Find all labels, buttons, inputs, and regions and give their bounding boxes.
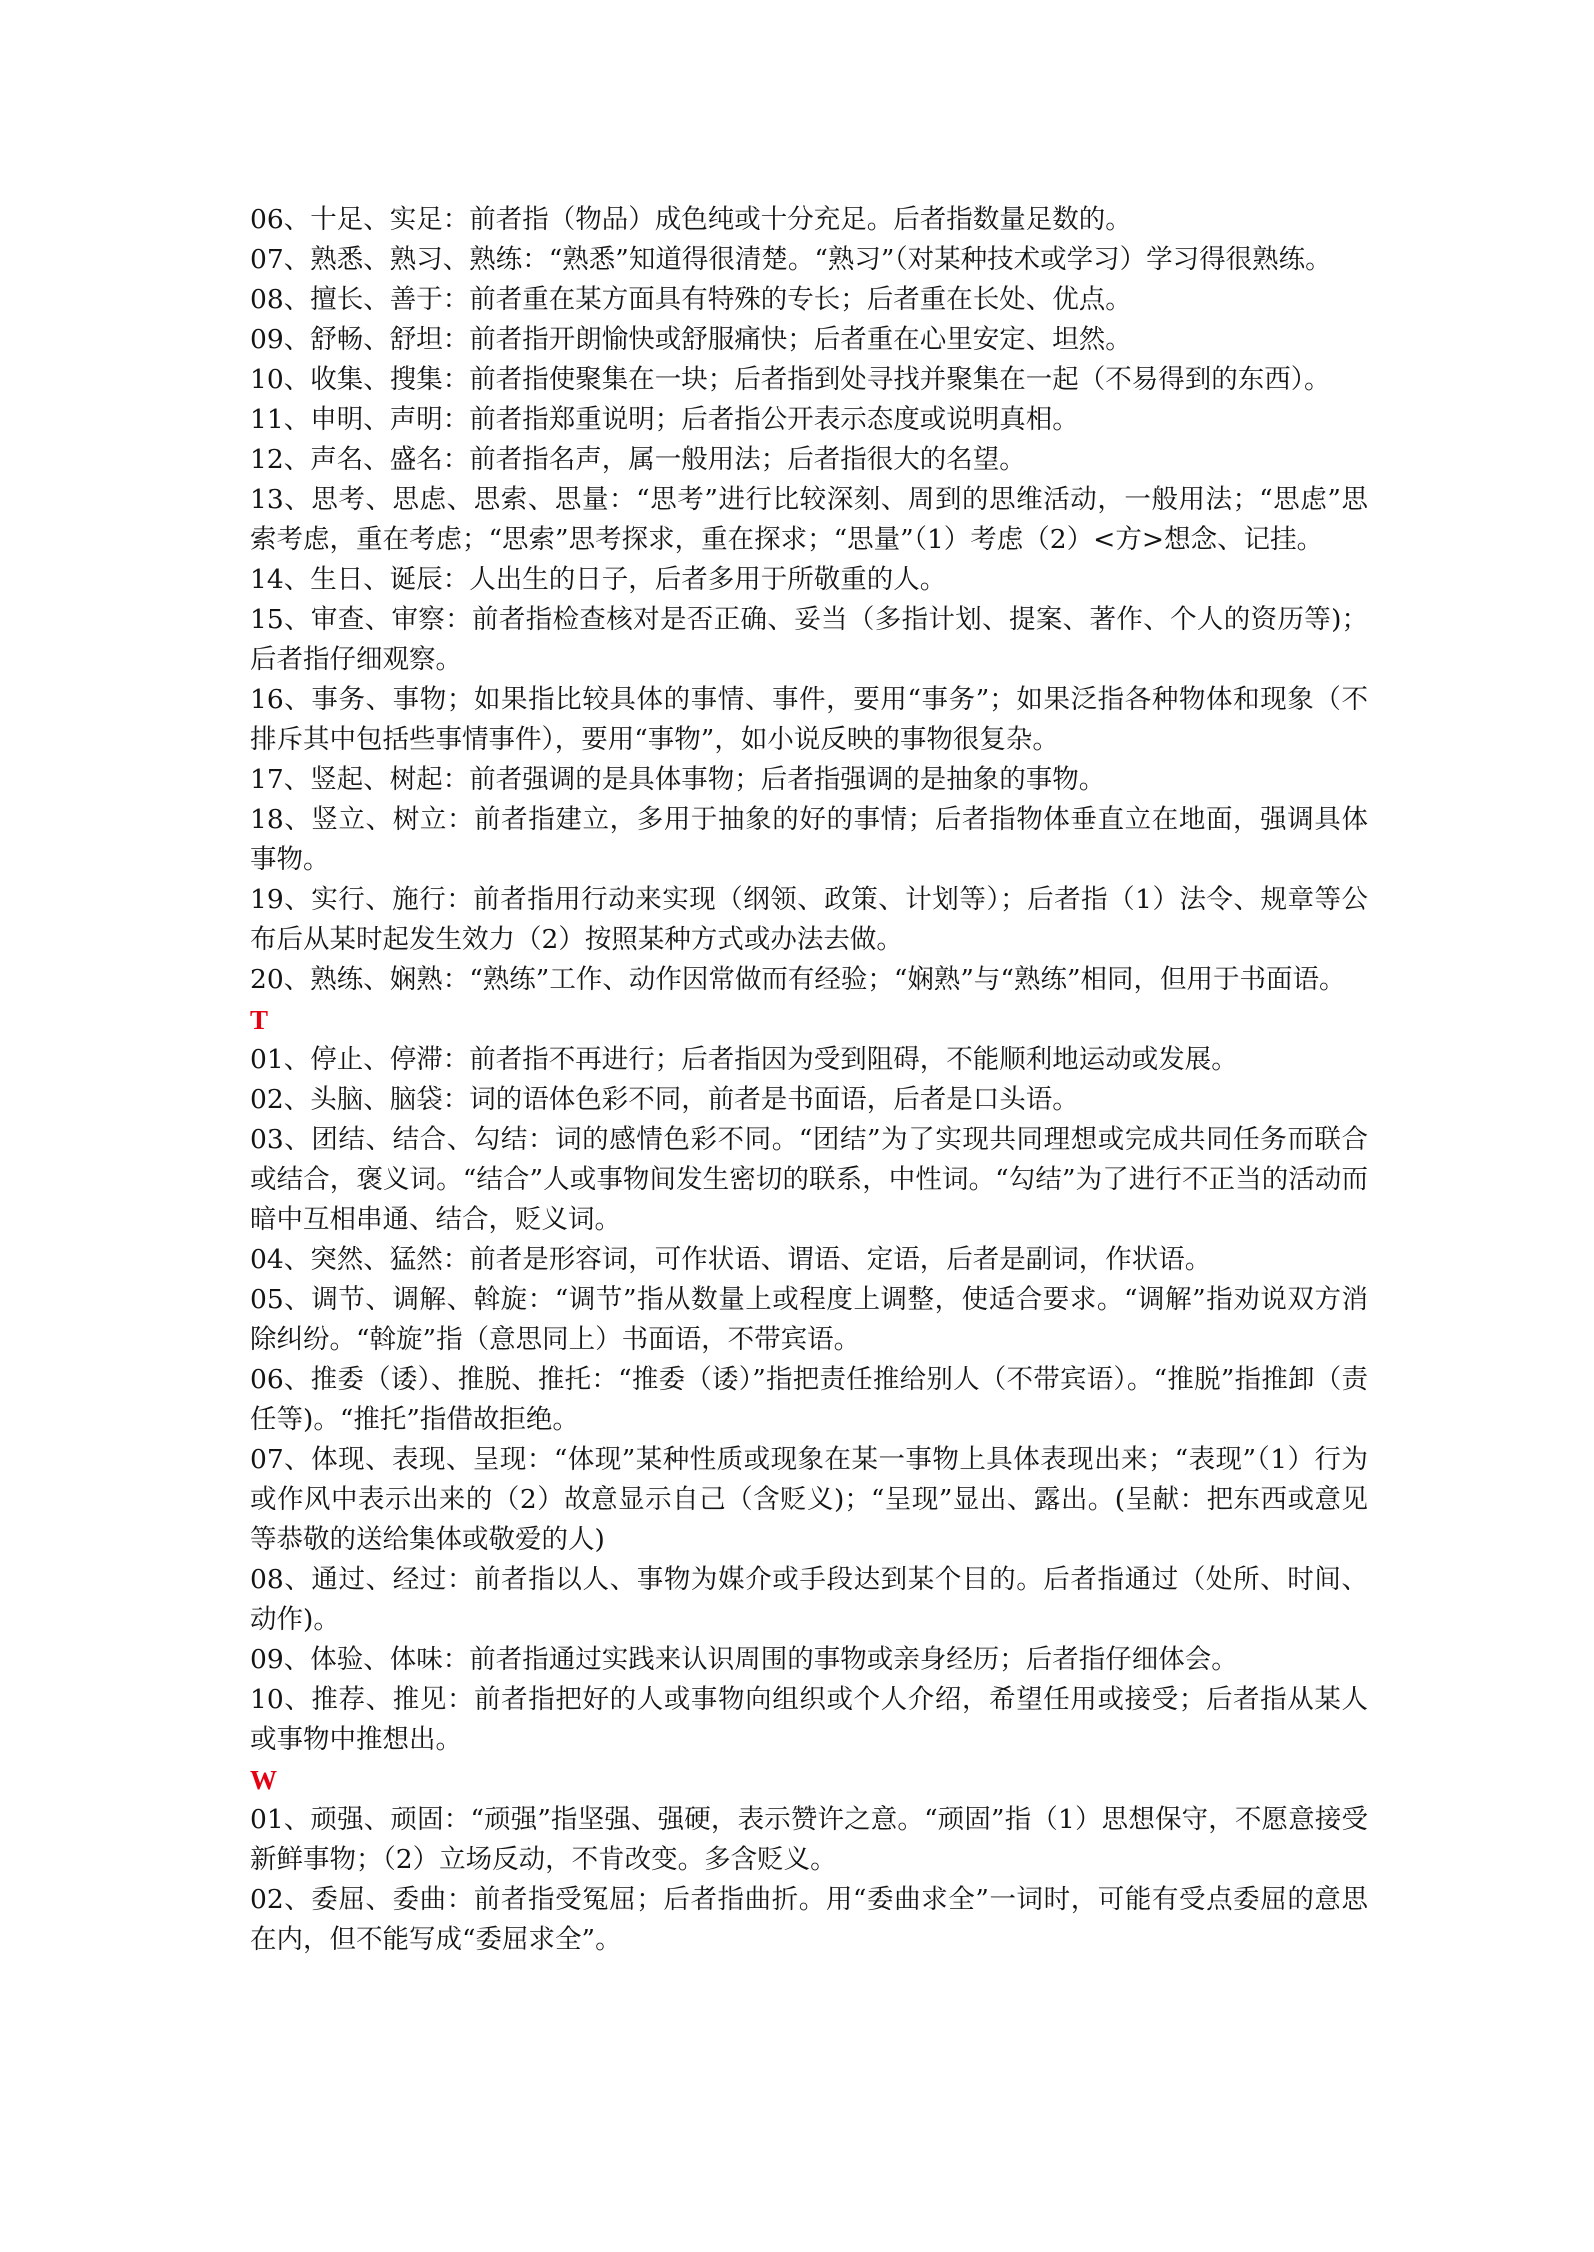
entry-14-shengri: 14、生日、诞辰：人出生的日子，后者多用于所敬重的人。 xyxy=(250,564,947,595)
entry-w02-weiqu: 02、委屈、委曲：前者指受冤屈；后者指曲折。用“委曲求全”一词时，可能有受点委屈的意思在内，但不能写成“委屈求全”。 xyxy=(250,1884,1368,1955)
entry-t09-tiyan: 09、体验、体味：前者指通过实践来认识周围的事物或亲身经历；后者指仔细体会。 xyxy=(250,1644,1238,1675)
entry-t05-tiaojie: 05、调节、调解、斡旋：“调节”指从数量上或程度上调整，使适合要求。“调解”指劝说双方消除纠纷。“斡旋”指（意思同上）书面语，不带宾语。 xyxy=(250,1284,1368,1355)
entry-09-shuchang: 09、舒畅、舒坦：前者指开朗愉快或舒服痛快；后者重在心里安定、坦然。 xyxy=(250,324,1132,355)
entry-13-sikao: 13、思考、思虑、思索、思量：“思考”进行比较深刻、周到的思维活动，一般用法；“思虑”思索考虑，重在考虑；“思索”思考探求，重在探求；“思量”（1）考虑（2）<方>想念、记挂。 xyxy=(250,484,1368,555)
entry-16-shiwu: 16、事务、事物；如果指比较具体的事情、事件，要用“事务”；如果泛指各种物体和现象（不排斥其中包括些事情事件），要用“事物”，如小说反映的事物很复杂。 xyxy=(250,684,1368,755)
entry-07-shuxi: 07、熟悉、熟习、熟练：“熟悉”知道得很清楚。“熟习”（对某种技术或学习）学习得很熟练。 xyxy=(250,244,1332,275)
entry-t10-tuijian: 10、推荐、推见：前者指把好的人或事物向组织或个人介绍，希望任用或接受；后者指从某人或事物中推想出。 xyxy=(250,1684,1368,1755)
entry-15-shencha: 15、审查、审察：前者指检查核对是否正确、妥当（多指计划、提案、著作、个人的资历等)；后者指仔细观察。 xyxy=(250,604,1368,675)
entry-18-shuli: 18、竖立、树立：前者指建立，多用于抽象的好的事情；后者指物体垂直立在地面，强调具体事物。 xyxy=(250,804,1368,875)
section-heading-w: W xyxy=(250,1765,277,1795)
entry-10-shouji: 10、收集、搜集：前者指使聚集在一块；后者指到处寻找并聚集在一起（不易得到的东西）。 xyxy=(250,364,1331,395)
entry-t06-tuiwei: 06、推委（诿）、推脱、推托：“推委（诿）”指把责任推给别人（不带宾语）。“推脱”指推卸（责任等)。“推托”指借故拒绝。 xyxy=(250,1364,1368,1435)
entry-12-shengming: 12、声名、盛名：前者指名声，属一般用法；后者指很大的名望。 xyxy=(250,444,1026,475)
entry-t03-tuanjie: 03、团结、结合、勾结：词的感情色彩不同。“团结”为了实现共同理想或完成共同任务而联合或结合，褒义词。“结合”人或事物间发生密切的联系，中性词。“勾结”为了进行不正当的活动而暗中互相串通、结合，贬义词。 xyxy=(250,1124,1368,1235)
entry-17-shuqi: 17、竖起、树起：前者强调的是具体事物；后者指强调的是抽象的事物。 xyxy=(250,764,1106,795)
entry-t07-tixian: 07、体现、表现、呈现：“体现”某种性质或现象在某一事物上具体表现出来；“表现”（1）行为或作风中表示出来的（2）故意显示自己（含贬义)；“呈现”显出、露出。(呈献：把东西或意见等恭敬的送给集体或敬爱的人) xyxy=(250,1444,1368,1555)
entry-t02-tounao: 02、头脑、脑袋：词的语体色彩不同，前者是书面语，后者是口头语。 xyxy=(250,1084,1079,1115)
entry-20-shulian: 20、熟练、娴熟：“熟练”工作、动作因常做而有经验；“娴熟”与“熟练”相同，但用于书面语。 xyxy=(250,964,1346,995)
entry-w01-wanqiang: 01、顽强、顽固：“顽强”指坚强、强硬，表示赞许之意。“顽固”指（1）思想保守，不愿意接受新鲜事物；（2）立场反动，不肯改变。多含贬义。 xyxy=(250,1804,1368,1875)
entry-06-shizu: 06、十足、实足：前者指（物品）成色纯或十分充足。后者指数量足数的。 xyxy=(250,204,1132,235)
document-page xyxy=(250,200,1368,1960)
entry-t04-turan: 04、突然、猛然：前者是形容词，可作状语、谓语、定语，后者是副词，作状语。 xyxy=(250,1244,1212,1275)
entry-08-shanchang: 08、擅长、善于：前者重在某方面具有特殊的专长；后者重在长处、优点。 xyxy=(250,284,1132,315)
entry-19-shixing: 19、实行、施行：前者指用行动来实现（纲领、政策、计划等）；后者指（1）法令、规章等公布后从某时起发生效力（2）按照某种方式或办法去做。 xyxy=(250,884,1368,955)
section-heading-t: T xyxy=(250,1005,269,1035)
entry-11-shenming: 11、申明、声明：前者指郑重说明；后者指公开表示态度或说明真相。 xyxy=(250,404,1079,435)
entry-t08-tongguo: 08、通过、经过：前者指以人、事物为媒介或手段达到某个目的。后者指通过（处所、时间、动作)。 xyxy=(250,1564,1368,1635)
entry-t01-tingzhi: 01、停止、停滞：前者指不再进行；后者指因为受到阻碍，不能顺利地运动或发展。 xyxy=(250,1044,1238,1075)
